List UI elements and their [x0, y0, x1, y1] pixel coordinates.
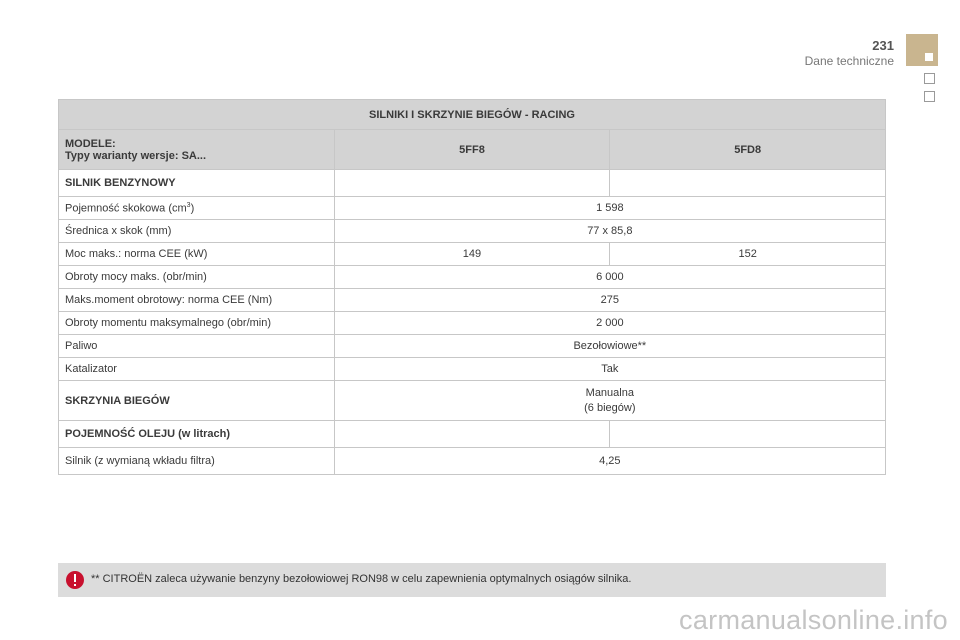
- row-label: Katalizator: [59, 358, 335, 381]
- chapter-tab-marker[interactable]: [906, 34, 938, 66]
- page-number: 231: [872, 38, 894, 53]
- table-row: [59, 289, 886, 312]
- tab-dot: [925, 53, 933, 61]
- chapter-tab-empty[interactable]: [924, 73, 935, 84]
- table-row: [59, 243, 886, 266]
- table-row: [59, 220, 886, 243]
- row-label: Obroty momentu maksymalnego (obr/min): [59, 312, 335, 335]
- engine-section-row: [59, 170, 886, 197]
- models-row: [59, 130, 886, 170]
- row-label: Moc maks.: norma CEE (kW): [59, 243, 335, 266]
- gearbox-row: [59, 381, 886, 421]
- specs-table: [58, 99, 886, 475]
- warning-icon-bar: [74, 574, 76, 582]
- row-label-text-end: ): [190, 202, 195, 215]
- table-row: [59, 312, 886, 335]
- models-label: [59, 130, 335, 170]
- warning-icon-dot: [74, 584, 76, 586]
- gearbox-value-line1: Manualna: [585, 386, 634, 399]
- row-value: Bezołowiowe**: [334, 335, 885, 358]
- gearbox-value-line2: (6 biegów): [584, 401, 636, 414]
- model-b: 5FD8: [610, 130, 886, 170]
- row-label: Silnik (z wymianą wkładu filtra): [59, 448, 335, 475]
- row-label: Średnica x skok (mm): [59, 220, 335, 243]
- table-row: [59, 358, 886, 381]
- gearbox-value: [334, 381, 885, 421]
- row-value: 4,25: [334, 448, 885, 475]
- table-row: [59, 266, 886, 289]
- footnote-notice: [58, 563, 886, 597]
- gearbox-label: SKRZYNIA BIEGÓW: [59, 381, 335, 421]
- row-label: Paliwo: [59, 335, 335, 358]
- table-title-row: [59, 100, 886, 130]
- empty-cell: [334, 170, 610, 197]
- chapter-tab-empty[interactable]: [924, 91, 935, 102]
- row-value: 6 000: [334, 266, 885, 289]
- table-row: [59, 335, 886, 358]
- row-value: 2 000: [334, 312, 885, 335]
- row-value: 1 598: [334, 197, 885, 220]
- models-label-line2: Typy warianty wersje: SA...: [65, 149, 207, 162]
- row-label: Obroty mocy maks. (obr/min): [59, 266, 335, 289]
- empty-cell: [610, 421, 886, 448]
- row-value: 275: [334, 289, 885, 312]
- empty-cell: [334, 421, 610, 448]
- row-value-a: 149: [334, 243, 610, 266]
- row-value-b: 152: [610, 243, 886, 266]
- oil-section-label: POJEMNOŚĆ OLEJU (w litrach): [59, 421, 335, 448]
- table-row: [59, 197, 886, 220]
- models-label-line1: MODELE:: [65, 137, 116, 150]
- table-row: [59, 448, 886, 475]
- watermark: carmanualsonline.info: [679, 605, 948, 635]
- footnote-text: ** CITROËN zaleca używanie benzyny bezołowiowej RON98 w celu zapewnienia optymalnych osiągów silnika.: [91, 573, 632, 585]
- warning-icon: [66, 571, 84, 589]
- empty-cell: [610, 170, 886, 197]
- row-label: [59, 197, 335, 220]
- engine-section-label: SILNIK BENZYNOWY: [59, 170, 335, 197]
- row-value: 77 x 85,8: [334, 220, 885, 243]
- section-title: Dane techniczne: [804, 54, 894, 68]
- table-title: SILNIKI I SKRZYNIE BIEGÓW - RACING: [59, 100, 886, 130]
- row-value: Tak: [334, 358, 885, 381]
- row-label-text: Pojemność skokowa (cm: [65, 202, 187, 215]
- row-label-superscript: 3: [186, 201, 191, 209]
- row-label: Maks.moment obrotowy: norma CEE (Nm): [59, 289, 335, 312]
- oil-section-row: [59, 421, 886, 448]
- model-a: 5FF8: [334, 130, 610, 170]
